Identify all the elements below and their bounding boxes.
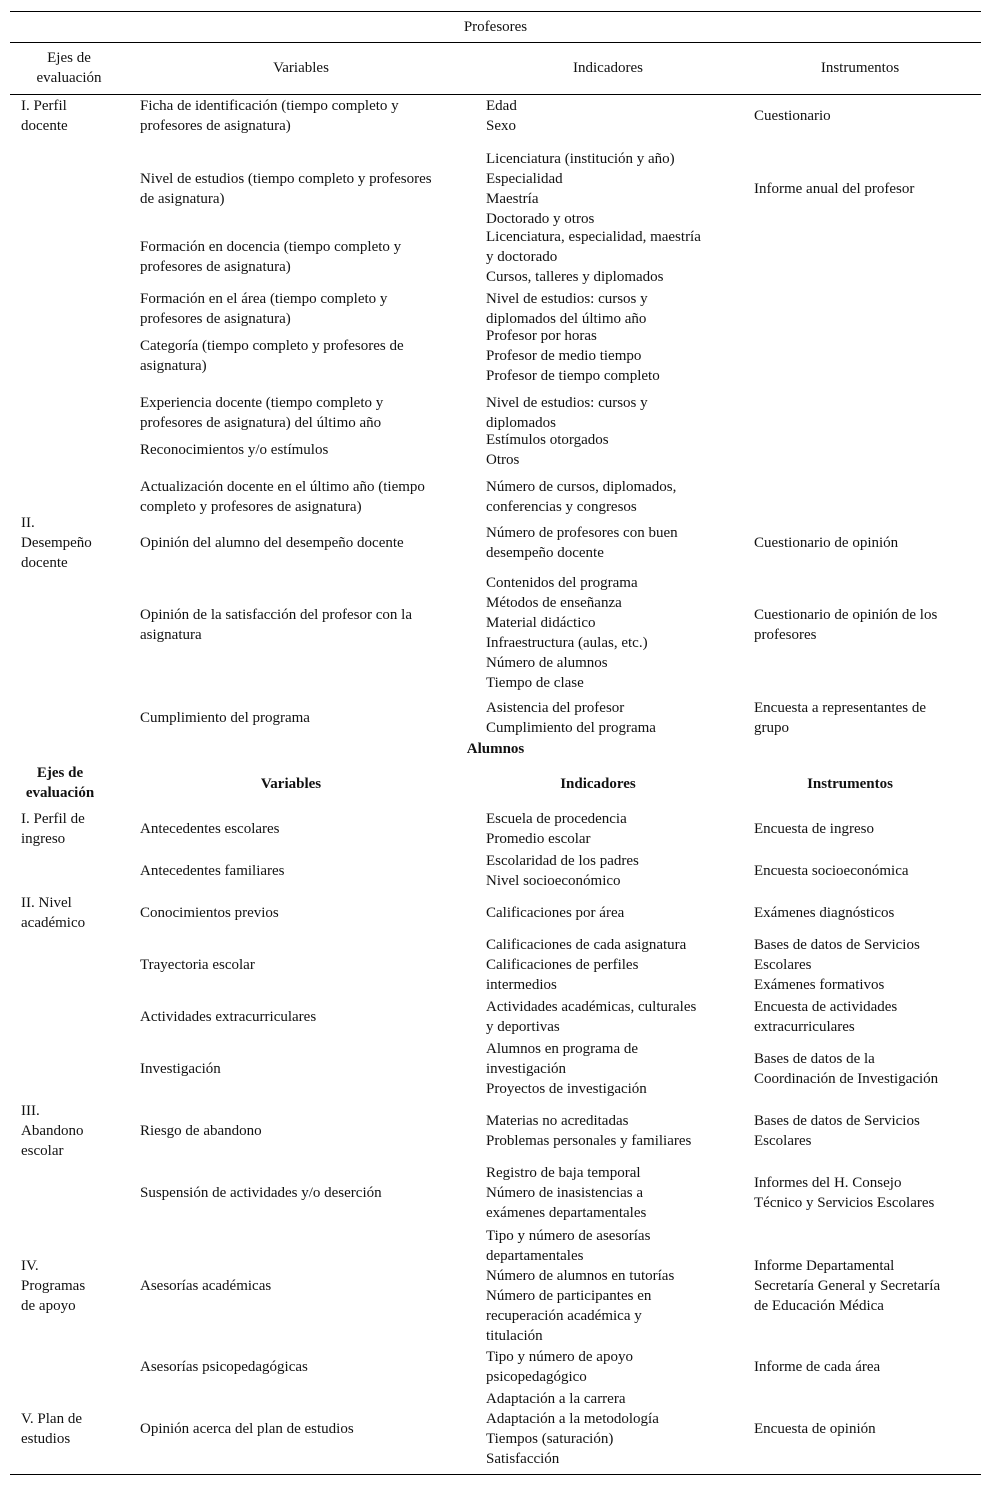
cell-line: Secretaría General y Secretaría xyxy=(754,1278,941,1294)
cell-line: Adaptación a la metodología xyxy=(486,1411,659,1427)
cell-line: exámenes departamentales xyxy=(486,1205,647,1221)
cell-ind xyxy=(486,227,736,287)
cell-line: Bases de datos de Servicios xyxy=(754,1113,920,1129)
cell-line: Asesorías psicopedagógicas xyxy=(140,1359,308,1375)
header-instrumentos-profesores: Instrumentos xyxy=(820,60,900,76)
cell-line: Antecedentes familiares xyxy=(140,863,285,879)
cell-line: docente xyxy=(21,118,68,134)
cell-line: Técnico y Servicios Escolares xyxy=(754,1195,935,1211)
section-title-alumnos: Alumnos xyxy=(466,741,525,757)
cell-line: Cursos, talleres y diplomados xyxy=(486,269,664,285)
cell-line: Categoría (tiempo completo y profesores de xyxy=(140,338,404,354)
cell-line: Actividades académicas, culturales xyxy=(486,999,697,1015)
cell-var xyxy=(140,708,475,728)
cell-eje xyxy=(21,1256,126,1316)
cell-line: diplomados del último año xyxy=(486,311,647,327)
cell-line: Proyectos de investigación xyxy=(486,1081,647,1097)
cell-ins xyxy=(754,605,978,645)
cell-line: Informe Departamental xyxy=(754,1258,895,1274)
section-title-profesores: Profesores xyxy=(463,19,528,35)
cell-line: Profesor de tiempo completo xyxy=(486,368,660,384)
cell-line: Tipo y número de apoyo xyxy=(486,1349,633,1365)
cell-ins xyxy=(754,997,978,1037)
cell-line: Nivel socioeconómico xyxy=(486,873,621,889)
cell-ind xyxy=(486,326,736,386)
cell-line: Programas xyxy=(21,1278,86,1294)
cell-var xyxy=(140,477,475,517)
cell-line: Maestría xyxy=(486,191,539,207)
cell-line: Satisfacción xyxy=(486,1451,560,1467)
cell-line: V. Plan de xyxy=(21,1411,82,1427)
header-variables-profesores: Variables xyxy=(273,60,329,76)
cell-line: Tiempo de clase xyxy=(486,675,584,691)
cell-line: profesores xyxy=(754,627,817,643)
cell-line: diplomados xyxy=(486,415,556,431)
cell-line: Nivel de estudios: cursos y xyxy=(486,291,648,307)
cell-ins xyxy=(754,819,978,839)
cell-ins xyxy=(754,1049,978,1089)
cell-eje xyxy=(21,893,126,933)
cell-line: departamentales xyxy=(486,1248,584,1264)
cell-var xyxy=(140,533,475,553)
cell-line: grupo xyxy=(754,720,789,736)
cell-ind xyxy=(486,1163,736,1223)
cell-line: Suspensión de actividades y/o deserción xyxy=(140,1185,382,1201)
cell-line: III. xyxy=(21,1103,40,1119)
cell-line: Formación en docencia (tiempo completo y xyxy=(140,239,402,255)
cell-line: Exámenes formativos xyxy=(754,977,885,993)
cell-line: Calificaciones de perfiles xyxy=(486,957,639,973)
cell-line: Especialidad xyxy=(486,171,563,187)
cell-line: Número de inasistencias a xyxy=(486,1185,644,1201)
cell-line: II. xyxy=(21,515,35,531)
cell-var xyxy=(140,861,475,881)
cell-var xyxy=(140,1007,475,1027)
cell-var xyxy=(140,903,475,923)
cell-line: profesores de asignatura) xyxy=(140,311,291,327)
cell-eje xyxy=(21,1409,126,1449)
cell-line: Materias no acreditadas xyxy=(486,1113,629,1129)
cell-line: Encuesta de ingreso xyxy=(754,821,874,837)
cell-line: Cuestionario xyxy=(754,108,831,124)
cell-line: investigación xyxy=(486,1061,566,1077)
cell-line: Informes del H. Consejo xyxy=(754,1175,902,1191)
cell-ind xyxy=(486,809,736,849)
cell-line: Tiempos (saturación) xyxy=(486,1431,614,1447)
header-ejes-alumnos xyxy=(10,763,110,803)
cell-var xyxy=(140,169,475,209)
cell-line: Ficha de identificación (tiempo completo y xyxy=(140,98,399,114)
header-variables-alumnos: Variables xyxy=(260,776,322,792)
cell-line: Encuesta socioeconómica xyxy=(754,863,909,879)
cell-ins xyxy=(754,903,978,923)
cell-line: Coordinación de Investigación xyxy=(754,1071,939,1087)
cell-line: completo y profesores de asignatura) xyxy=(140,499,362,515)
cell-ind xyxy=(486,573,736,693)
cell-line: recuperación académica y xyxy=(486,1308,642,1324)
cell-line: desempeño docente xyxy=(486,545,604,561)
cell-line: Nivel de estudios: cursos y xyxy=(486,395,648,411)
cell-line: Número de alumnos en tutorías xyxy=(486,1268,675,1284)
cell-line: Licenciatura (institución y año) xyxy=(486,151,675,167)
cell-ins xyxy=(754,861,978,881)
cell-line: Infraestructura (aulas, etc.) xyxy=(486,635,648,651)
cell-ind xyxy=(486,430,736,470)
cell-var xyxy=(140,1059,475,1079)
cell-line: Número de cursos, diplomados, xyxy=(486,479,677,495)
cell-ind xyxy=(486,1389,736,1469)
header-instrumentos-alumnos: Instrumentos xyxy=(807,776,893,792)
cell-line: profesores de asignatura) xyxy=(140,259,291,275)
cell-line: profesores de asignatura) del último año xyxy=(140,415,382,431)
cell-line: Métodos de enseñanza xyxy=(486,595,622,611)
table-top-rule xyxy=(10,11,981,12)
cell-var xyxy=(140,1276,475,1296)
cell-ind xyxy=(486,851,736,891)
cell-ins xyxy=(754,533,978,553)
cell-line: extracurriculares xyxy=(754,1019,855,1035)
cell-line: Cuestionario de opinión de los xyxy=(754,607,938,623)
cell-line: Trayectoria escolar xyxy=(140,957,255,973)
cell-var xyxy=(140,1183,475,1203)
header-ejes-line: Ejes de xyxy=(47,50,91,66)
cell-var xyxy=(140,819,475,839)
cell-var xyxy=(140,955,475,975)
cell-line: Escolares xyxy=(754,1133,812,1149)
cell-line: y doctorado xyxy=(486,249,558,265)
cell-var xyxy=(140,237,475,277)
cell-line: Adaptación a la carrera xyxy=(486,1391,626,1407)
cell-line: Informe de cada área xyxy=(754,1359,881,1375)
cell-ind xyxy=(486,903,736,923)
cell-line: Actividades extracurriculares xyxy=(140,1009,317,1025)
cell-line: de Educación Médica xyxy=(754,1298,884,1314)
cell-ins xyxy=(754,1111,978,1151)
header-bottom-rule xyxy=(10,94,981,95)
cell-ins xyxy=(754,179,978,199)
cell-line: Otros xyxy=(486,452,520,468)
cell-line: asignatura xyxy=(140,627,202,643)
cell-ins xyxy=(754,1256,978,1316)
cell-line: de asignatura) xyxy=(140,191,225,207)
cell-line: Reconocimientos y/o estímulos xyxy=(140,442,329,458)
cell-var xyxy=(140,336,475,376)
cell-var xyxy=(140,96,475,136)
cell-line: Opinión de la satisfacción del profesor con la xyxy=(140,607,412,623)
cell-line: Doctorado y otros xyxy=(486,211,595,227)
cell-line: estudios xyxy=(21,1431,71,1447)
cell-line: II. Nivel xyxy=(21,895,72,911)
cell-line: Edad xyxy=(486,98,517,114)
cell-ind xyxy=(486,1039,736,1099)
header-ejes-line: Ejes de xyxy=(36,765,84,781)
cell-line: conferencias y congresos xyxy=(486,499,637,515)
cell-line: intermedios xyxy=(486,977,557,993)
cell-eje xyxy=(21,96,126,136)
cell-ind xyxy=(486,96,736,136)
cell-var xyxy=(140,1357,475,1377)
cell-eje xyxy=(21,1101,126,1161)
cell-eje xyxy=(21,809,126,849)
cell-eje xyxy=(21,513,126,573)
cell-line: Encuesta de opinión xyxy=(754,1421,876,1437)
cell-ins xyxy=(754,935,978,995)
cell-line: escolar xyxy=(21,1143,64,1159)
cell-line: Número de alumnos xyxy=(486,655,608,671)
cell-line: ingreso xyxy=(21,831,66,847)
cell-line: Actualización docente en el último año (tiempo xyxy=(140,479,425,495)
cell-line: Escolares xyxy=(754,957,812,973)
cell-line: Estímulos otorgados xyxy=(486,432,609,448)
cell-line: Escuela de procedencia xyxy=(486,811,627,827)
cell-line: Exámenes diagnósticos xyxy=(754,905,895,921)
cell-ind xyxy=(486,1347,736,1387)
cell-line: Tipo y número de asesorías xyxy=(486,1228,651,1244)
cell-var xyxy=(140,605,475,645)
cell-line: Opinión acerca del plan de estudios xyxy=(140,1421,354,1437)
cell-line: Cumplimiento del programa xyxy=(140,710,310,726)
cell-line: Nivel de estudios (tiempo completo y profesores xyxy=(140,171,432,187)
cell-ind xyxy=(486,523,736,563)
cell-line: Abandono xyxy=(21,1123,84,1139)
table-bottom-rule xyxy=(10,1474,981,1475)
cell-line: I. Perfil de xyxy=(21,811,85,827)
cell-line: Número de profesores con buen xyxy=(486,525,678,541)
cell-ind xyxy=(486,393,736,433)
header-indicadores-profesores: Indicadores xyxy=(573,60,643,76)
cell-line: de apoyo xyxy=(21,1298,76,1314)
cell-line: Cuestionario de opinión xyxy=(754,535,899,551)
cell-line: Contenidos del programa xyxy=(486,575,638,591)
cell-line: Encuesta a representantes de xyxy=(754,700,926,716)
cell-var xyxy=(140,393,475,433)
cell-line: Asistencia del profesor xyxy=(486,700,625,716)
cell-line: Calificaciones de cada asignatura xyxy=(486,937,687,953)
cell-ins xyxy=(754,1419,978,1439)
cell-var xyxy=(140,1419,475,1439)
cell-line: Licenciatura, especialidad, maestría xyxy=(486,229,701,245)
cell-ind xyxy=(486,698,736,738)
cell-line: Conocimientos previos xyxy=(140,905,279,921)
cell-line: Problemas personales y familiares xyxy=(486,1133,692,1149)
cell-line: asignatura) xyxy=(140,358,207,374)
header-ejes-line: evaluación xyxy=(25,785,95,801)
cell-line: Encuesta de actividades xyxy=(754,999,898,1015)
cell-line: Cumplimiento del programa xyxy=(486,720,656,736)
header-ejes-profesores xyxy=(10,48,128,88)
cell-line: titulación xyxy=(486,1328,543,1344)
cell-line: IV. xyxy=(21,1258,39,1274)
cell-ins xyxy=(754,698,978,738)
cell-line: y deportivas xyxy=(486,1019,560,1035)
cell-ins xyxy=(754,1173,978,1213)
cell-var xyxy=(140,1121,475,1141)
cell-line: Profesor de medio tiempo xyxy=(486,348,642,364)
cell-ind xyxy=(486,997,736,1037)
cell-line: Calificaciones por área xyxy=(486,905,625,921)
cell-line: Desempeño xyxy=(21,535,92,551)
cell-line: académico xyxy=(21,915,86,931)
cell-line: Antecedentes escolares xyxy=(140,821,280,837)
cell-line: Escolaridad de los padres xyxy=(486,853,639,869)
cell-ins xyxy=(754,1357,978,1377)
section-title-rule xyxy=(10,42,981,43)
cell-line: Opinión del alumno del desempeño docente xyxy=(140,535,404,551)
cell-line: Experiencia docente (tiempo completo y xyxy=(140,395,384,411)
cell-line: Material didáctico xyxy=(486,615,596,631)
cell-line: Asesorías académicas xyxy=(140,1278,272,1294)
cell-line: Sexo xyxy=(486,118,516,134)
cell-line: Bases de datos de Servicios xyxy=(754,937,920,953)
cell-ind xyxy=(486,289,736,329)
cell-ind xyxy=(486,149,736,229)
cell-line: I. Perfil xyxy=(21,98,67,114)
cell-line: Informe anual del profesor xyxy=(754,181,915,197)
evaluation-table xyxy=(10,11,981,1475)
cell-ind xyxy=(486,1226,736,1346)
cell-ind xyxy=(486,477,736,517)
cell-line: Bases de datos de la xyxy=(754,1051,875,1067)
cell-line: Profesor por horas xyxy=(486,328,597,344)
cell-ind xyxy=(486,1111,736,1151)
header-indicadores-alumnos: Indicadores xyxy=(560,776,636,792)
cell-var xyxy=(140,289,475,329)
cell-line: Investigación xyxy=(140,1061,221,1077)
cell-line: psicopedagógico xyxy=(486,1369,587,1385)
cell-ind xyxy=(486,935,736,995)
cell-line: Número de participantes en xyxy=(486,1288,652,1304)
cell-line: Registro de baja temporal xyxy=(486,1165,641,1181)
cell-line: Riesgo de abandono xyxy=(140,1123,262,1139)
cell-line: profesores de asignatura) xyxy=(140,118,291,134)
cell-line: Alumnos en programa de xyxy=(486,1041,639,1057)
cell-line: Formación en el área (tiempo completo y xyxy=(140,291,388,307)
cell-line: docente xyxy=(21,555,68,571)
cell-var xyxy=(140,440,475,460)
cell-line: Promedio escolar xyxy=(486,831,591,847)
header-ejes-line: evaluación xyxy=(36,70,102,86)
cell-ins xyxy=(754,106,978,126)
